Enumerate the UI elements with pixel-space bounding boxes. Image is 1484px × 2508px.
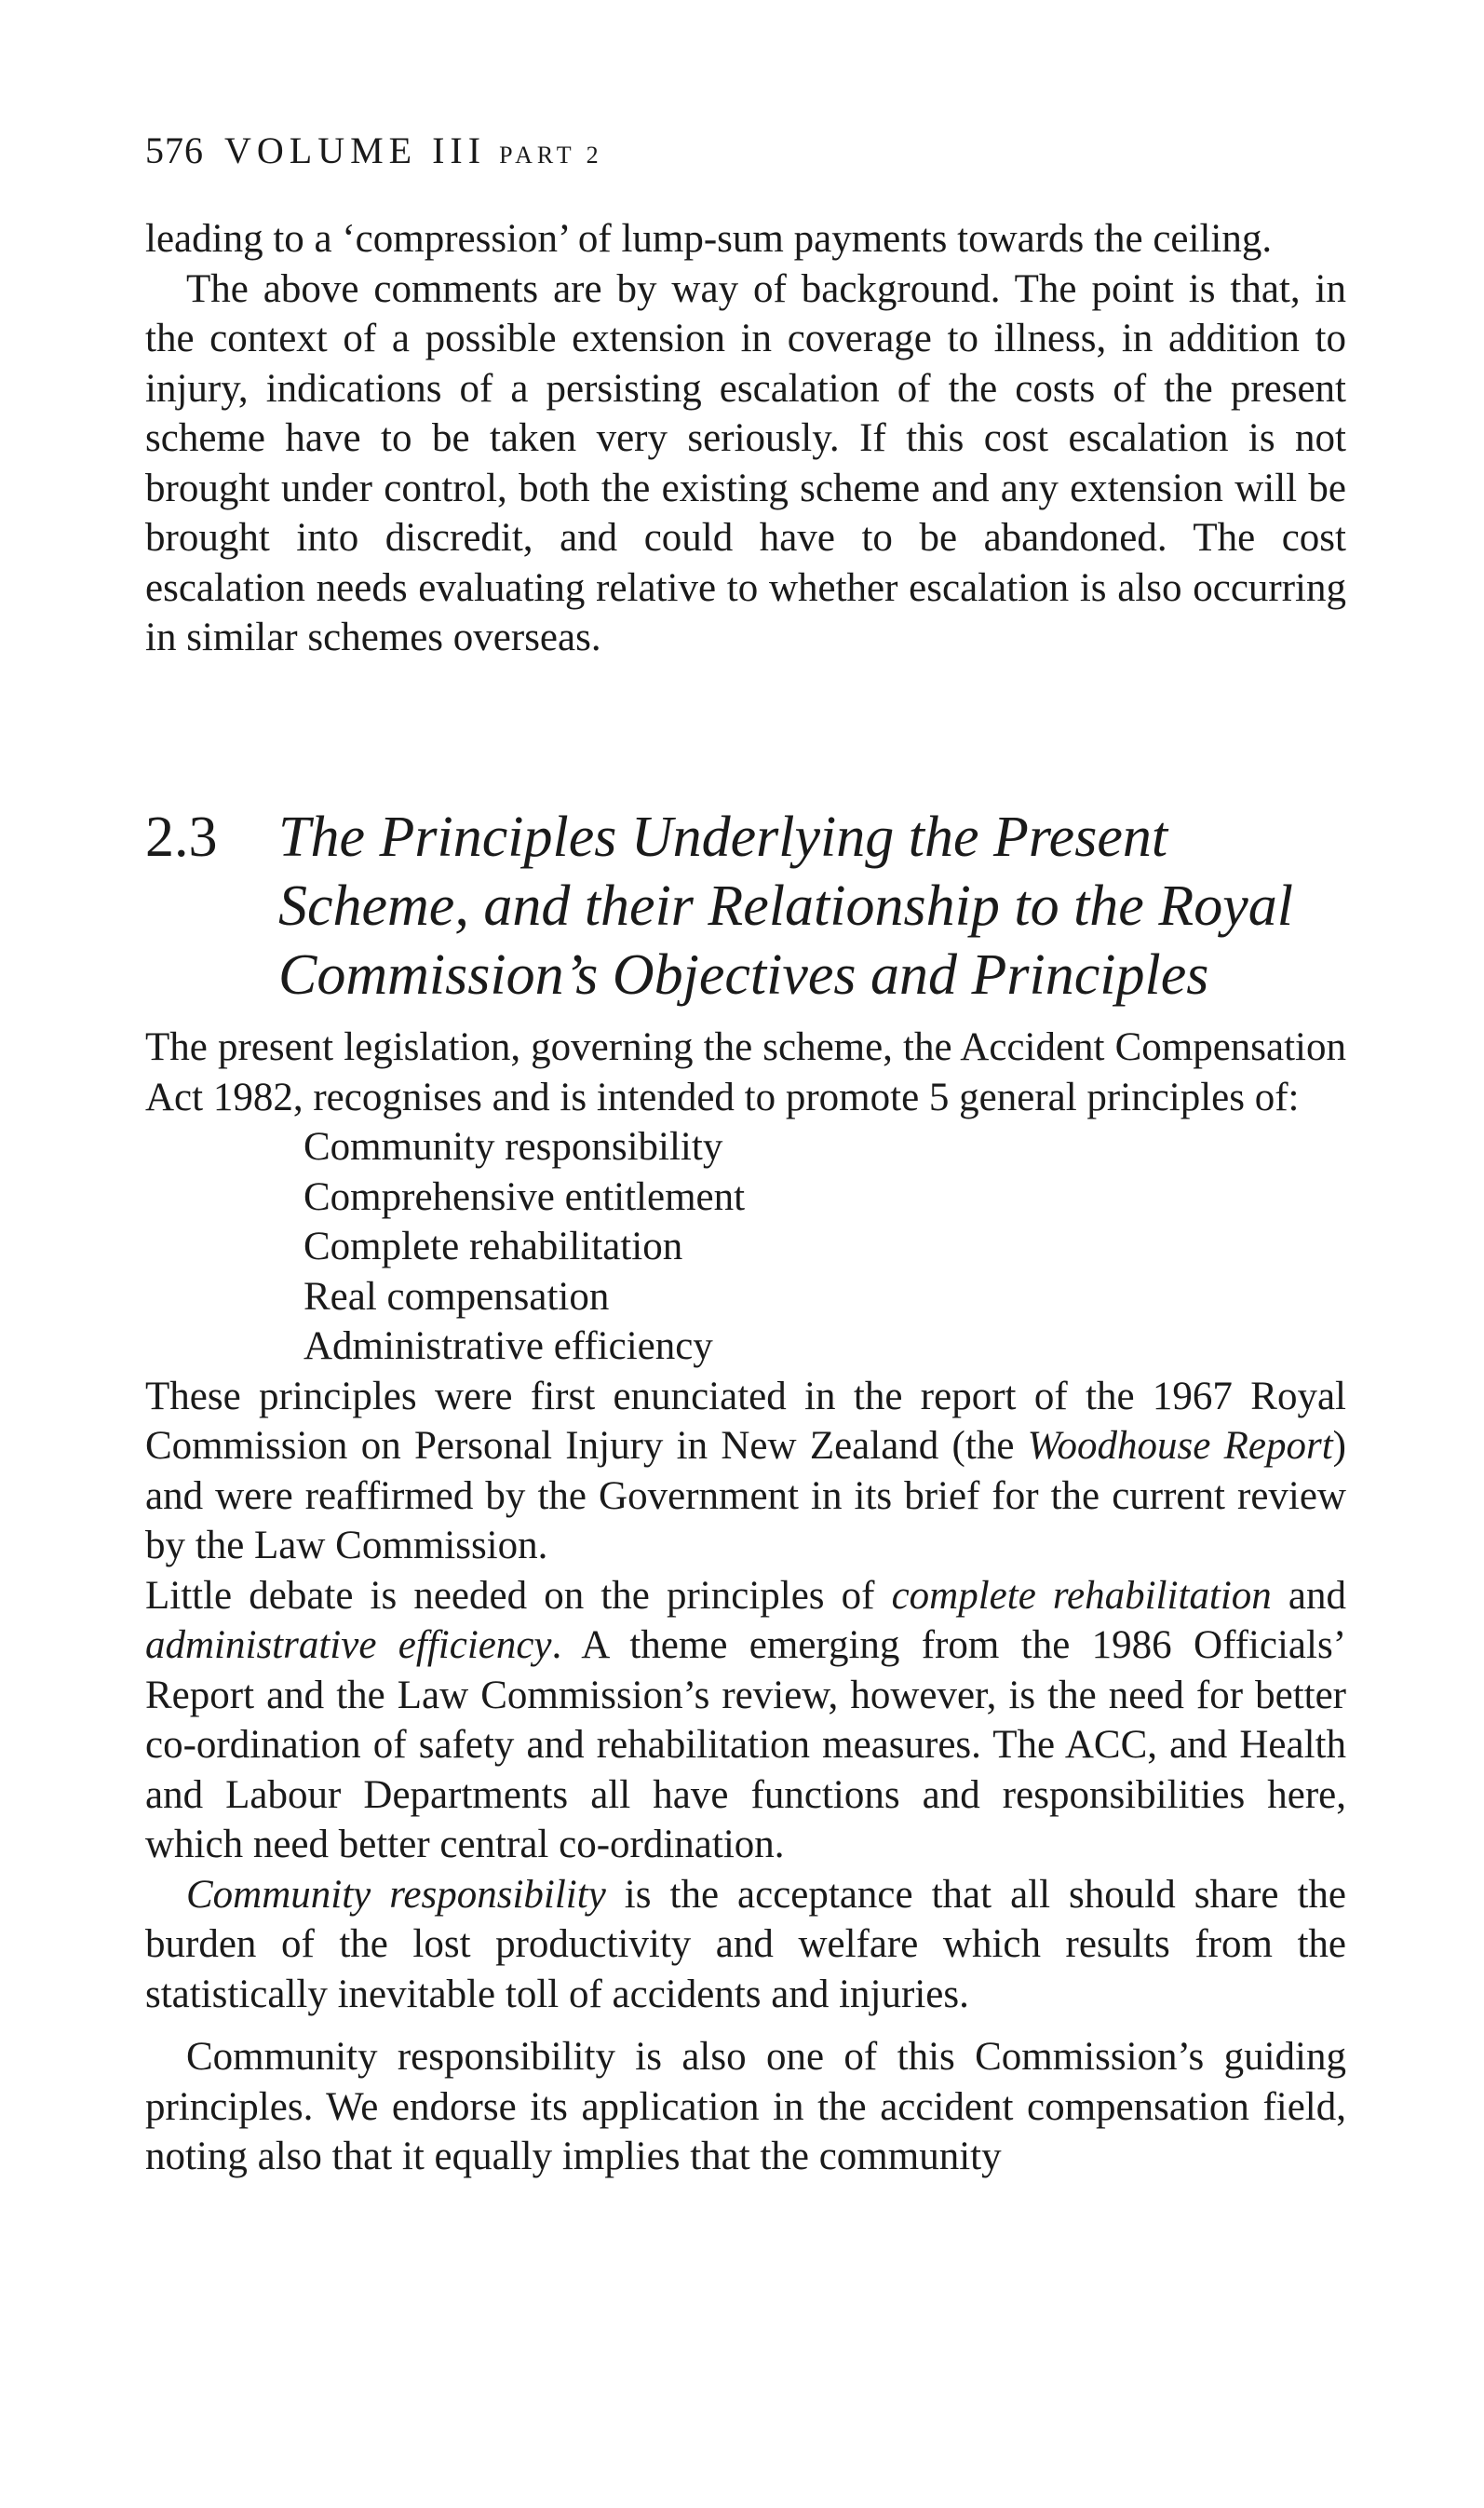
text-span: . A theme emerging from the 1986 Officials’ Report and the Law Commission’s review, however, is the need for better co-ordination of safety and rehabilitation measures. The ACC, and Health and Labour Departments all have functions and responsibilities here, which need better central co-ordination. — [145, 1623, 1347, 1866]
list-item: Administrative efficiency — [304, 1324, 713, 1368]
list-item: Community responsibility — [304, 1125, 723, 1169]
opening-text — [145, 214, 1346, 663]
report-title: Woodhouse Report — [1027, 1424, 1333, 1468]
section-title: The Principles Underlying the Present Scheme, and their Relationship to the Royal Commission’s Objectives and Principles — [278, 806, 1293, 1007]
paragraph-background: The above comments are by way of background. The point is that, in the context of a possible extension in coverage to illness, in addition to injury, indications of a persisting escalation of the costs of the present scheme have to be taken very seriously. If this cost escalation is not brought under control, both the existing scheme and any extension will be brought into discredit, and could have to be abandoned. The cost escalation needs evaluating relative to whether escalation is also occurring in similar schemes overseas. — [145, 266, 1346, 659]
text-span: These principles were first enunciated in the report of the 1967 Royal Commission on Personal Injury in New Zealand (the — [145, 1374, 1346, 1468]
list-item: Real compensation — [304, 1274, 610, 1319]
paragraph-legislation: The present legislation, governing the scheme, the Accident Compensation Act 1982, recognises and is intended to promote 5 general principles of: — [145, 1025, 1346, 1119]
page-number: 576 — [145, 129, 204, 171]
section-number: 2.3 — [145, 806, 218, 869]
emphasis: Community responsibility — [186, 1872, 606, 1917]
principles-list — [145, 1122, 1346, 1372]
paragraph-woodhouse — [145, 1372, 1346, 1571]
list-item: Complete rehabilitation — [304, 1225, 683, 1268]
paragraph-continuation: leading to a ‘compression’ of lump-sum payments towards the ceiling. — [145, 217, 1273, 261]
text-span: Little debate is needed on the principles of — [145, 1573, 892, 1618]
emphasis: administrative efficiency — [145, 1623, 552, 1667]
text-span: ) and were reaffirmed by the Government in its brief for the current review by the Law Commission. — [145, 1424, 1346, 1567]
section-body — [145, 1023, 1346, 2182]
running-head — [145, 129, 603, 172]
emphasis: complete rehabilitation — [891, 1573, 1272, 1618]
list-item: Comprehensive entitlement — [304, 1174, 746, 1219]
volume-label: VOLUME III — [224, 129, 487, 171]
text-span: is the acceptance that all should share the burden of the lost productivity and welfare which results from the statistically inevitable toll of accidents and injuries. — [145, 1872, 1347, 2016]
paragraph-community-definition — [145, 1870, 1346, 2020]
paragraph-endorsement: Community responsibility is also one of this Commission’s guiding principles. We endorse its application in the accident compensation field, noting also that it equally implies that the community — [145, 2035, 1346, 2178]
part-label: PART 2 — [499, 142, 603, 169]
paragraph-rehabilitation — [145, 1571, 1346, 1870]
text-span: and — [1271, 1573, 1346, 1618]
